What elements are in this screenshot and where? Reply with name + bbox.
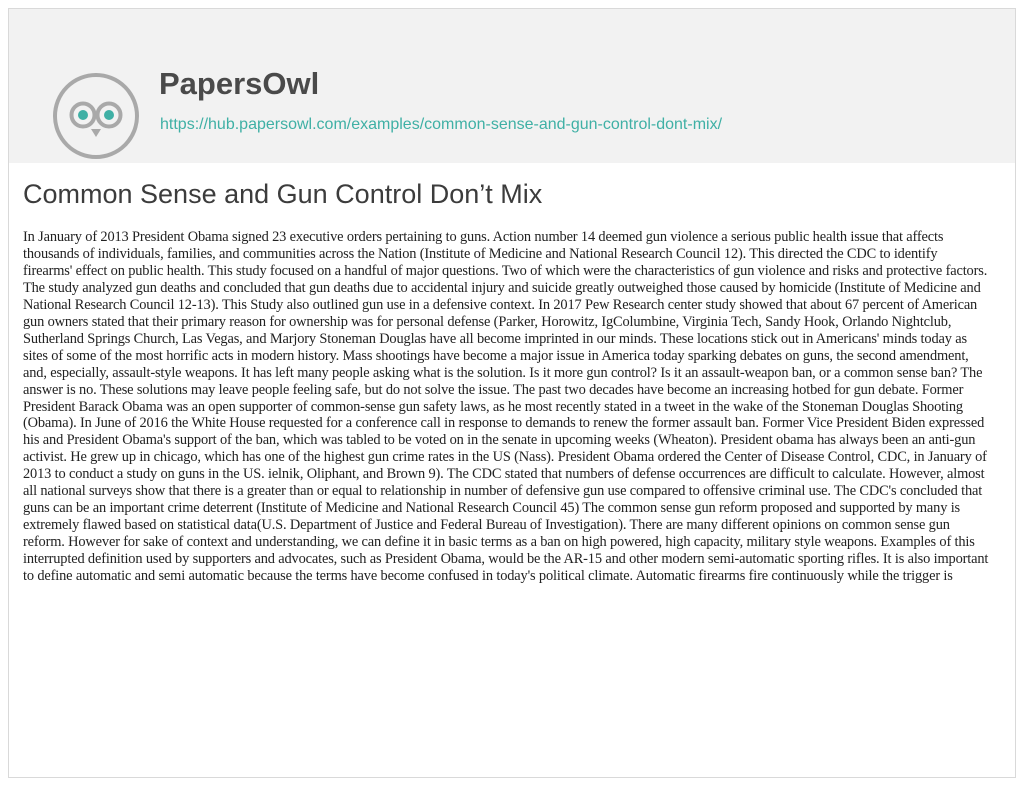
owl-icon xyxy=(53,73,139,159)
document-title: Common Sense and Gun Control Don’t Mix xyxy=(23,179,543,209)
site-header xyxy=(9,9,1015,163)
document-page xyxy=(8,8,1016,778)
document-body: In January of 2013 President Obama signed 23 executive orders pertaining to guns. Action number 14 deemed gun violence a serious public health issue that affects thousands of individuals, families, and communities across the Nation (Institute of Medicine and National Research Council 12). This directed the CDC to identify firearms' effect on public health. This study focused on a handful of major questions. Two of which were the characteristics of gun violence and risks and protective factors. The study analyzed gun deaths and concluded that gun deaths due to accidental injury and suicide greatly outweighed those caused by homicide (Institute of Medicine and National Research Council 12-13). This Study also outlined gun use in a defensive context. In 2017 Pew Research center study showed that about 67 percent of American gun owners stated that their primary reason for ownership was for personal defense (Parker, Horowitz, IgColumbine, Virginia Tech, Sandy Hook, Orlando Nightclub, Sutherland Springs Church, Las Vegas, and Marjory Stoneman Douglas have all become imprinted in our minds. These locations stick out in Americans' minds today as sites of some of the most horrific acts in modern history. Mass shootings have become a major issue in America today sparking debates on guns, the second amendment, and, especially, assault-style weapons. It has left many people asking what is the solution. Is it more gun control? Is it an assault-weapon ban, or a common sense ban? The answer is no. These solutions may leave people feeling safe, but do not solve the issue. The past two decades have become an increasing hotbed for gun debate. Former President Barack Obama was an open supporter of common-sense gun safety laws, as he most recently stated in a tweet in the wake of the Stoneman Douglas Shooting (Obama). In June of 2016 the White House requested for a conference call in response to demands to renew the former assault ban. Former Vice President Biden expressed his and President Obama's support of the ban, which was tabled to be voted on in the senate in upcoming weeks (Wheaton). President obama has always been an anti-gun activist. He grew up in chicago, which has one of the highest gun crime rates in the US (Nass). President Obama ordered the Center of Disease Control, CDC, in January of 2013 to conduct a study on guns in the US. ielnik, Oliphant, and Brown 9). The CDC stated that numbers of defense occurrences are difficult to calculate. However, almost all national surveys show that there is a greater than or equal to relationship in number of defensive gun use compared to offensive criminal use. The CDC's concluded that guns can be an important crime deterrent (Institute of Medicine and National Research Council 45) The common sense gun reform proposed and supported by many is extremely flawed based on statistical data(U.S. Department of Justice and Federal Bureau of Investigation). There are many different opinions on common sense gun reform. However for sake of context and understanding, we can define it in basic terms as a ban on high powered, high capacity, military style weapons. Examples of this interrupted definition used by supporters and advocates, such as President Obama, would be the AR-15 and other modern semi-automatic sporting rifles. It is also important to define automatic and semi automatic because the terms have become confused in today's political climate. Automatic firearms fire continuously while the trigger is xyxy=(23,229,989,585)
source-url-link[interactable]: https://hub.papersowl.com/examples/common-sense-and-gun-control-dont-mix/ xyxy=(160,116,723,133)
brand-name: PapersOwl xyxy=(159,66,320,101)
